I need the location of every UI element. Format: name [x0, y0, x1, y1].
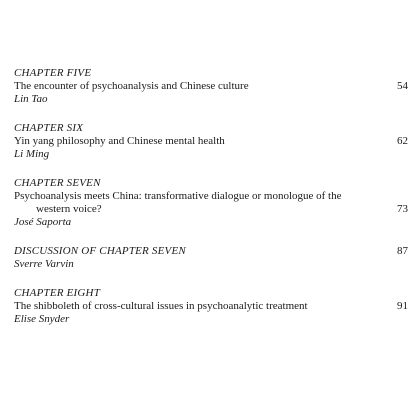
table-of-contents [14, 67, 408, 342]
page-number: 87 [397, 245, 408, 257]
chapter-label: CHAPTER EIGHT [14, 287, 101, 299]
page-number: 91 [397, 300, 408, 312]
page-number: 54 [397, 80, 408, 92]
chapter-title: Yin yang philosophy and Chinese mental health [14, 135, 225, 147]
chapter-author: Sverre Varvin [14, 258, 74, 270]
chapter-author: José Saporta [14, 216, 72, 228]
toc-entry-discussion-chapter-seven [14, 245, 408, 271]
chapter-author: Lin Tao [14, 93, 48, 105]
chapter-row [14, 245, 408, 258]
page-number: 73 [397, 203, 408, 215]
chapter-label: CHAPTER SIX [14, 122, 84, 134]
chapter-title-line-1: Psychoanalysis meets China: transformative dialogue or monologue of the [14, 190, 342, 202]
page-number: 62 [397, 135, 408, 147]
chapter-author: Li Ming [14, 148, 50, 160]
chapter-title-line-2: western voice? [36, 203, 102, 215]
chapter-title: The encounter of psychoanalysis and Chinese culture [14, 80, 249, 92]
toc-entry-chapter-five [14, 67, 408, 106]
title-row [14, 80, 408, 93]
toc-entry-chapter-seven [14, 177, 408, 229]
toc-entry-chapter-eight [14, 287, 408, 326]
title-row [14, 190, 408, 216]
chapter-label: DISCUSSION OF CHAPTER SEVEN [14, 245, 186, 257]
chapter-label: CHAPTER SEVEN [14, 177, 101, 189]
title-row [14, 135, 408, 148]
chapter-author: Elise Snyder [14, 313, 70, 325]
chapter-title: The shibboleth of cross-cultural issues in psychoanalytic treatment [14, 300, 308, 312]
toc-entry-chapter-six [14, 122, 408, 161]
chapter-label: CHAPTER FIVE [14, 67, 92, 79]
title-row [14, 300, 408, 313]
